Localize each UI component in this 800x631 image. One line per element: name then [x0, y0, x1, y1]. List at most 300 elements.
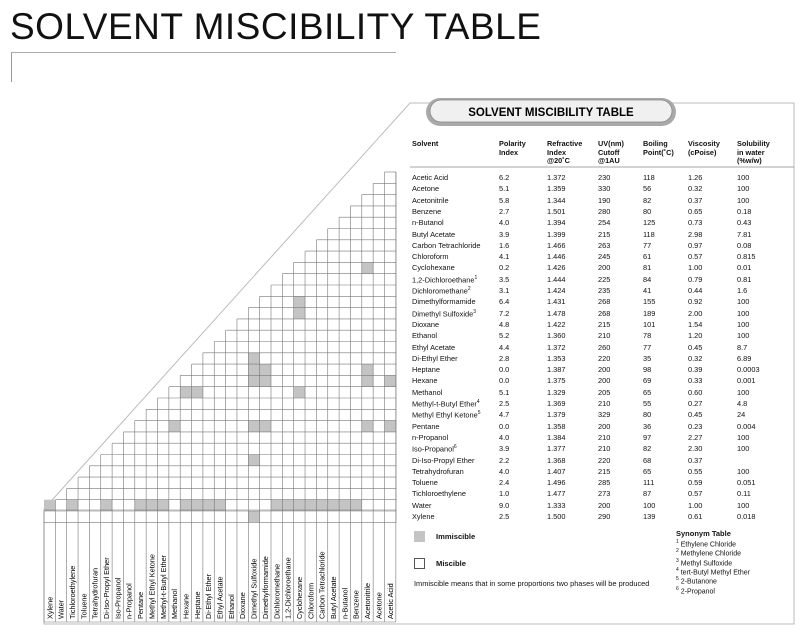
grid-column-label: Dimethylformamide	[260, 556, 270, 619]
solvent-name-text: Cyclohexane	[412, 263, 455, 273]
solvent-name	[412, 196, 449, 205]
value-cell: 1.422	[547, 319, 566, 329]
value-cell: 1.399	[547, 229, 566, 239]
value-cell: 210	[598, 432, 611, 442]
value-cell: 1.466	[547, 240, 566, 250]
table-row	[0, 296, 800, 307]
value-cell: 235	[598, 286, 611, 295]
value-cell: 215	[598, 319, 611, 329]
solvent-name-text: Heptane	[412, 365, 440, 375]
value-cell: 1.0	[499, 489, 510, 499]
value-cell: 0.79	[688, 274, 703, 284]
value-cell: 0.001	[737, 376, 756, 386]
value-cell: 77	[643, 240, 652, 250]
value-cell: 100	[737, 466, 750, 476]
solvent-name-text: Methanol	[412, 387, 443, 397]
value-cell: 254	[598, 218, 611, 228]
solvent-name-text: Methyl-t-Butyl Ether	[412, 399, 477, 409]
value-cell: 0.57	[688, 252, 703, 262]
grid-column-label: Acetone	[374, 592, 384, 619]
footnote-marker: 5	[477, 410, 481, 417]
synonym-item	[676, 548, 741, 557]
value-cell: 5.1	[499, 387, 510, 397]
synonym-marker: 6	[676, 585, 679, 592]
value-cell: 1.394	[547, 218, 566, 228]
value-cell: 2.00	[688, 308, 703, 318]
value-cell: 1.359	[547, 184, 566, 194]
value-cell: 2.27	[688, 432, 703, 442]
value-cell: 0.32	[688, 353, 703, 363]
solvent-name-text: Toluene	[412, 478, 438, 488]
value-cell: 1.54	[688, 319, 703, 329]
solvent-name-text: Acetic Acid	[412, 173, 449, 182]
table-row	[0, 488, 800, 499]
value-cell: 100	[737, 195, 750, 205]
grid-column-label: Methyl-t-Butyl Ether	[158, 554, 168, 619]
solvent-name	[412, 173, 448, 182]
solvent-name	[412, 467, 464, 476]
column-header	[598, 140, 624, 166]
value-cell: 2.7	[499, 206, 510, 216]
table-row	[0, 262, 800, 273]
solvent-name-text: Di-Iso-Propyl Ether	[412, 455, 475, 465]
solvent-name	[412, 388, 442, 397]
synonym-text: 2-Butanone	[678, 578, 717, 586]
solvent-name	[412, 489, 466, 498]
value-cell: 0.39	[688, 365, 703, 375]
table-row	[0, 364, 800, 375]
table-row	[0, 387, 800, 398]
table-row	[0, 229, 800, 240]
solvent-name-text: Carbon Tetrachloride	[412, 240, 481, 250]
solvent-name-text: Acetonitrile	[412, 195, 449, 205]
value-cell: 69	[643, 376, 652, 386]
value-cell: 97	[643, 432, 652, 442]
value-cell: 0.08	[737, 240, 752, 250]
value-cell: 1.6	[737, 286, 748, 295]
value-cell: 1.377	[547, 444, 566, 454]
synonym-marker: 5	[676, 576, 679, 583]
value-cell: 4.8	[499, 319, 510, 329]
value-cell: 4.0	[499, 466, 510, 476]
solvent-name	[412, 354, 458, 363]
value-cell: 1.384	[547, 432, 566, 442]
value-cell: 0.0	[499, 365, 510, 375]
value-cell: 200	[598, 421, 611, 431]
solvent-name	[412, 241, 480, 250]
synonym-marker: 4	[676, 566, 679, 573]
value-cell: 230	[598, 173, 611, 182]
value-cell: 215	[598, 466, 611, 476]
solvent-name	[412, 331, 437, 340]
column-header-line: Viscosity	[688, 139, 720, 148]
value-cell: 6.89	[737, 353, 752, 363]
solvent-name-text: Xylene	[412, 512, 435, 521]
value-cell: 125	[643, 218, 656, 228]
synonym-text: Ethylene Chloride	[678, 541, 736, 549]
synonym-marker: 1	[676, 539, 679, 545]
grid-column-label: Di-Iso-Propyl Ether	[102, 557, 112, 619]
grid-column-label: Carbon Tetrachloride	[317, 551, 327, 619]
grid-column-label: Di-Ethyl Ether	[204, 573, 214, 619]
value-cell: 0.33	[688, 376, 703, 386]
table-row	[0, 274, 800, 285]
solvent-name	[412, 309, 476, 318]
table-row	[0, 375, 800, 386]
synonym-text: Methylene Chloride	[678, 550, 742, 558]
synonym-item	[676, 576, 717, 585]
value-cell: 0.2	[499, 263, 510, 273]
solvent-name	[412, 184, 439, 193]
solvent-name-text: Butyl Acetate	[412, 229, 456, 239]
grid-column-label: Xylene	[45, 596, 55, 619]
table-row	[0, 285, 800, 296]
column-header	[547, 140, 582, 166]
table-row	[0, 353, 800, 364]
value-cell: 9.0	[499, 500, 510, 510]
value-cell: 1.501	[547, 206, 566, 216]
value-cell: 0.01	[737, 263, 752, 273]
table-row	[0, 500, 800, 511]
solvent-name-text: Dimethyl Sulfoxide	[412, 309, 474, 319]
value-cell: 1.407	[547, 466, 566, 476]
value-cell: 1.379	[547, 410, 566, 420]
value-cell: 200	[598, 500, 611, 510]
solvent-name	[412, 478, 438, 487]
value-cell: 6.4	[499, 297, 510, 307]
solvent-name	[412, 320, 439, 329]
table-row	[0, 511, 800, 522]
synonym-item	[676, 586, 715, 595]
grid-column-label: Methyl Ethyl Ketone	[147, 554, 157, 619]
value-cell: 3.1	[499, 286, 510, 295]
value-cell: 0.27	[688, 399, 703, 408]
value-cell: 4.8	[737, 399, 748, 408]
synonym-item	[676, 558, 732, 567]
value-cell: 0.65	[688, 206, 703, 216]
value-cell: 220	[598, 353, 611, 363]
table-row	[0, 342, 800, 353]
footnote-marker: 6	[453, 444, 457, 451]
value-cell: 0.0003	[737, 365, 760, 375]
grid-column-label: Benzene	[351, 590, 361, 619]
grid-column-label: Dichloromethane	[272, 563, 282, 619]
footnote-marker: 1	[474, 274, 478, 281]
value-cell: 77	[643, 342, 652, 352]
table-row	[0, 217, 800, 228]
table-row	[0, 240, 800, 251]
solvent-name	[412, 444, 457, 453]
table-row	[0, 409, 800, 420]
value-cell: 1.446	[547, 252, 566, 262]
value-cell: 81	[643, 263, 652, 273]
value-cell: 80	[643, 410, 652, 420]
grid-column-label: Methanol	[170, 588, 180, 619]
column-header-line: Cutoff	[598, 147, 620, 157]
value-cell: 36	[643, 421, 652, 431]
synonym-table-title: Synonym Table	[676, 529, 731, 538]
value-cell: 329	[598, 410, 611, 420]
table-row	[0, 432, 800, 443]
legend-note: Immiscible means that in some proportions two phases will be produced	[414, 579, 650, 588]
value-cell: 1.375	[547, 376, 566, 386]
table-row	[0, 443, 800, 454]
solvent-name-text: Pentane	[412, 421, 440, 431]
column-header-line: Index	[547, 147, 567, 157]
footnote-marker: 3	[473, 308, 476, 315]
footnote-marker: 4	[476, 399, 480, 405]
value-cell: 1.444	[547, 274, 566, 284]
value-cell: 3.5	[499, 274, 510, 284]
legend-immiscible-label: Immiscible	[436, 532, 476, 541]
value-cell: 2.5	[499, 399, 510, 408]
solvent-name	[412, 343, 455, 352]
value-cell: 0.11	[737, 489, 751, 499]
value-cell: 189	[643, 308, 656, 318]
table-row	[0, 172, 800, 183]
value-cell: 118	[643, 229, 655, 239]
column-header-line: in water	[737, 147, 765, 157]
table-row	[0, 319, 800, 330]
value-cell: 111	[643, 478, 655, 488]
table-row	[0, 455, 800, 466]
value-cell: 260	[598, 342, 611, 352]
value-cell: 1.20	[688, 331, 703, 341]
value-cell: 65	[643, 387, 652, 397]
value-cell: 2.30	[688, 444, 703, 454]
value-cell: 225	[598, 274, 611, 284]
value-cell: 200	[598, 263, 611, 273]
value-cell: 2.4	[499, 478, 510, 488]
value-cell: 155	[643, 297, 656, 307]
value-cell: 100	[737, 432, 750, 442]
grid-column-label: Tetrahydrofuran	[90, 567, 100, 619]
value-cell: 2.5	[499, 512, 510, 521]
value-cell: 0.004	[737, 421, 756, 431]
table-row	[0, 308, 800, 319]
value-cell: 41	[643, 286, 652, 295]
value-cell: 268	[598, 297, 611, 307]
column-header-line: UV(nm)	[598, 139, 624, 148]
grid-column-label: Hexane	[181, 593, 191, 619]
value-cell: 210	[598, 444, 611, 454]
solvent-name-text: Iso-Propanol	[412, 444, 454, 454]
solvent-name-text: Di-Ethyl Ether	[412, 353, 458, 363]
column-header-line: (%w/w)	[737, 156, 762, 166]
solvent-name	[412, 501, 431, 510]
column-header-line: Refractive	[547, 139, 583, 148]
grid-column-label: Pentane	[136, 591, 146, 619]
value-cell: 4.0	[499, 432, 510, 442]
table-title: SOLVENT MISCIBILITY TABLE	[468, 107, 634, 119]
solvent-name	[412, 263, 455, 272]
value-cell: 273	[598, 489, 611, 499]
value-cell: 190	[598, 195, 611, 205]
value-cell: 100	[737, 173, 750, 182]
table-row	[0, 330, 800, 341]
value-cell: 1.26	[688, 173, 703, 182]
value-cell: 100	[643, 500, 656, 510]
value-cell: 5.1	[499, 184, 510, 194]
solvent-name-text: Chloroform	[412, 252, 449, 262]
value-cell: 0.81	[737, 274, 752, 284]
value-cell: 61	[643, 252, 652, 262]
column-header-line: @1AU	[598, 156, 620, 166]
value-cell: 0.44	[688, 286, 703, 295]
synonym-text: tert-Butyl Methyl Ether	[678, 569, 750, 577]
value-cell: 78	[643, 331, 652, 341]
grid-column-label: Tichloroethylene	[67, 565, 77, 619]
grid-column-label: Ethyl Acetate	[215, 576, 225, 619]
grid-column-label: n-Butanol	[340, 587, 350, 619]
table-row	[0, 195, 800, 206]
value-cell: 1.424	[547, 286, 566, 295]
value-cell: 1.353	[547, 353, 566, 363]
synonym-item	[676, 539, 736, 548]
value-cell: 2.2	[499, 455, 510, 465]
solvent-name-text: Tetrahydrofuran	[412, 466, 464, 476]
value-cell: 280	[598, 206, 611, 216]
value-cell: 100	[737, 444, 750, 454]
value-cell: 5.8	[499, 195, 510, 205]
value-cell: 0.37	[688, 195, 703, 205]
column-header	[643, 140, 674, 157]
value-cell: 6.2	[499, 173, 510, 182]
value-cell: 0.60	[688, 387, 703, 397]
grid-column-label: Acetic Acid	[385, 583, 395, 619]
value-cell: 220	[598, 455, 611, 465]
value-cell: 1.496	[547, 478, 566, 488]
value-cell: 210	[598, 331, 611, 341]
value-cell: 1.344	[547, 195, 566, 205]
value-cell: 56	[643, 184, 652, 194]
solvent-name	[412, 365, 440, 374]
solvent-name	[412, 433, 448, 442]
value-cell: 7.81	[737, 229, 752, 239]
value-cell: 139	[643, 512, 656, 521]
synonym-text: Methyl Sulfoxide	[678, 559, 733, 567]
column-header	[688, 140, 720, 157]
solvent-name	[412, 286, 471, 295]
solvent-name	[412, 456, 474, 465]
value-cell: 200	[598, 365, 611, 375]
grid-column-label: Dioxane	[238, 592, 248, 619]
grid-column-label: Ethanol	[226, 594, 236, 619]
column-header-line: Boiling	[643, 139, 668, 148]
value-cell: 0.57	[688, 489, 703, 499]
solvent-name	[412, 218, 444, 227]
column-header-line: Point(˚C)	[643, 147, 674, 157]
solvent-name-text: Hexane	[412, 376, 438, 386]
legend-miscible-swatch	[414, 558, 425, 569]
value-cell: 100	[737, 319, 750, 329]
value-cell: 1.6	[499, 240, 510, 250]
value-cell: 1.00	[688, 500, 703, 510]
value-cell: 118	[643, 173, 655, 182]
synonym-item	[676, 567, 750, 576]
value-cell: 205	[598, 387, 611, 397]
value-cell: 1.426	[547, 263, 566, 273]
value-cell: 80	[643, 206, 652, 216]
legend-immiscible-swatch	[414, 531, 425, 542]
solvent-name	[412, 275, 477, 284]
solvent-name	[412, 297, 476, 306]
value-cell: 82	[643, 444, 652, 454]
solvent-name-text: Methyl Ethyl Ketone	[412, 410, 478, 420]
value-cell: 0.61	[688, 512, 703, 521]
grid-column-label: Heptane	[192, 591, 202, 619]
synonym-text: 2-Propanol	[678, 587, 715, 595]
table-row	[0, 183, 800, 194]
grid-column-label: Water	[56, 599, 66, 619]
table-row	[0, 421, 800, 432]
grid-column-label: 1,2-Dichloroethane	[283, 557, 293, 619]
solvent-name	[412, 207, 441, 216]
table-row	[0, 477, 800, 488]
table-row	[0, 398, 800, 409]
column-header-line: Solvent	[412, 139, 439, 148]
value-cell: 0.37	[688, 455, 703, 465]
value-cell: 0.0	[499, 376, 510, 386]
value-cell: 100	[737, 184, 750, 194]
value-cell: 0.018	[737, 512, 756, 521]
grid-column-label: Cyclohexane	[294, 576, 304, 619]
value-cell: 65	[643, 466, 652, 476]
value-cell: 8.7	[737, 342, 748, 352]
grid-column-label: Iso-Propanol	[113, 577, 123, 619]
value-cell: 0.45	[688, 410, 703, 420]
value-cell: 87	[643, 489, 652, 499]
value-cell: 1.333	[547, 500, 566, 510]
solvent-name	[412, 252, 449, 261]
table-row	[0, 206, 800, 217]
value-cell: 268	[598, 308, 611, 318]
value-cell: 0.051	[737, 478, 756, 488]
value-cell: 100	[737, 297, 750, 307]
value-cell: 215	[598, 229, 611, 239]
value-cell: 1.358	[547, 421, 566, 431]
value-cell: 100	[737, 387, 750, 397]
grid-column-label: n-Propanol	[124, 583, 134, 619]
solvent-name	[412, 399, 480, 408]
page-title: SOLVENT MISCIBILITY TABLE	[10, 6, 542, 47]
value-cell: 101	[643, 319, 656, 329]
value-cell: 0.0	[499, 421, 510, 431]
value-cell: 55	[643, 399, 652, 408]
value-cell: 24	[737, 410, 746, 420]
value-cell: 1.387	[547, 365, 566, 375]
solvent-name	[412, 376, 437, 385]
value-cell: 210	[598, 399, 611, 408]
grid-column-label: Butyl Acetate	[329, 576, 339, 619]
value-cell: 100	[737, 308, 750, 318]
solvent-name-text: n-Butanol	[412, 218, 444, 228]
value-cell: 100	[737, 331, 750, 341]
solvent-name-text: 1,2-Dichloroethane	[412, 275, 475, 285]
solvent-name-text: Acetone	[412, 184, 440, 194]
solvent-name-text: Benzene	[412, 206, 442, 216]
footnote-marker: 2	[467, 286, 471, 292]
solvent-name-text: Dimethylformamide	[412, 297, 476, 307]
grid-column-label: Acetonitrile	[363, 582, 373, 619]
value-cell: 285	[598, 478, 611, 488]
column-header-line: @20˚C	[547, 156, 570, 166]
solvent-name	[412, 422, 440, 431]
table-title-pill	[426, 98, 676, 126]
value-cell: 4.1	[499, 252, 510, 262]
value-cell: 84	[643, 274, 652, 284]
value-cell: 0.815	[737, 252, 756, 262]
